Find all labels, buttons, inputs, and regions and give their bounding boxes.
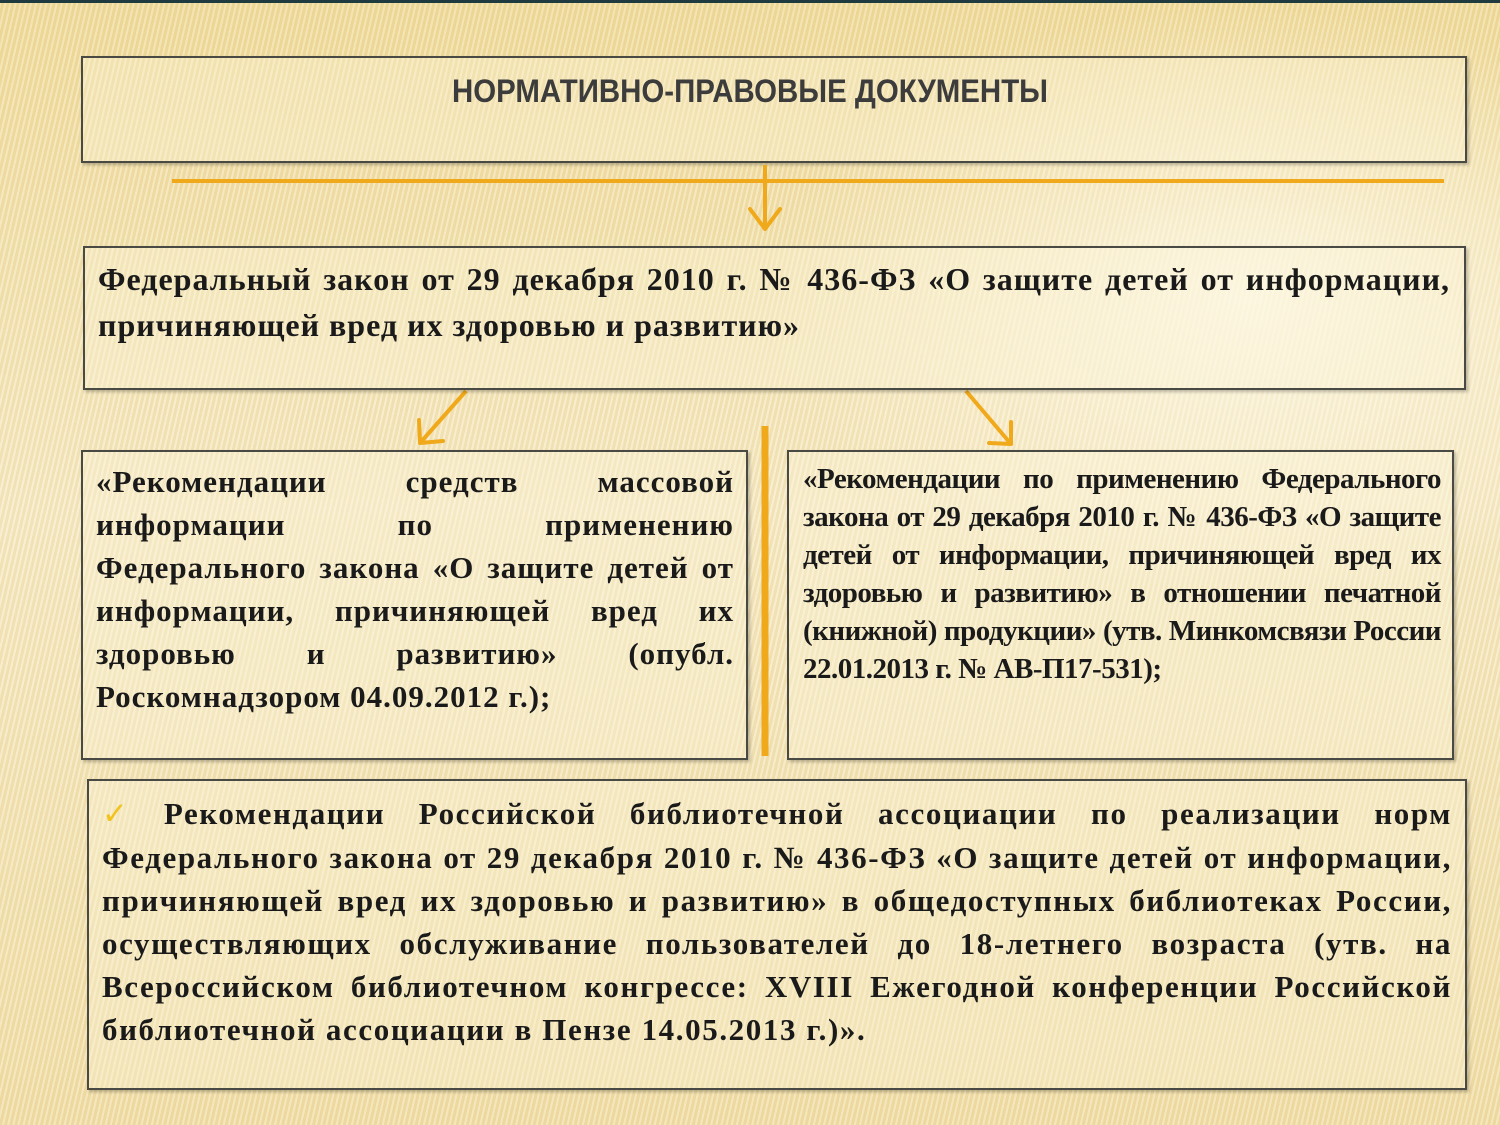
left-arrow-head bbox=[419, 420, 443, 443]
page-title: НОРМАТИВНО-ПРАВОВЫЕ ДОКУМЕНТЫ bbox=[451, 73, 1048, 109]
library-recommendations-text: Рекомендации Российской библиотечной ассоциации по реализации норм Федерального закона от 29 декабря 2010 г. № 436-ФЗ «О защите детей от информации, причиняющей вред их здоровью и развитию» в общедоступных библиотеках России, осуществляющих обслуживание пользователей до 18-летнего возраста (утв. на Всероссийском библиотечном конгрессе: XVIII Ежегодной конференции Российской библиотечной ассоциации в Пензе 14.05.2013 г.)». bbox=[102, 796, 1452, 1047]
left-arrow-shaft bbox=[420, 391, 466, 443]
library-recommendations-paragraph bbox=[102, 792, 1452, 1051]
federal-law-text: Федеральный закон от 29 декабря 2010 г. № 436-ФЗ «О защите детей от информации, причиняющей вред их здоровью и развитию» bbox=[98, 261, 1450, 343]
media-recommendations-text: «Рекомендации средств массовой информации по применению Федерального закона «О защите детей от информации, причиняющей вред их здоровью и развитию» (опубл. Роскомнадзором 04.09.2012 г.); bbox=[96, 464, 734, 714]
checkmark-icon: ✓ bbox=[102, 796, 154, 832]
right-arrow-head bbox=[989, 422, 1011, 444]
right-arrow-shaft bbox=[966, 391, 1011, 444]
print-recommendations-text: «Рекомендации по применению Федерального закона от 29 декабря 2010 г. № 436-ФЗ «О защите детей от информации, причиняющей вред их здоровью и развитию» в отношении печатной (книжной) продукции» (утв. Минкомсвязи России 22.01.2013 г. № АВ-П17-531); bbox=[803, 463, 1441, 685]
down-arrow-head bbox=[750, 209, 780, 229]
top-strip bbox=[0, 0, 1500, 3]
